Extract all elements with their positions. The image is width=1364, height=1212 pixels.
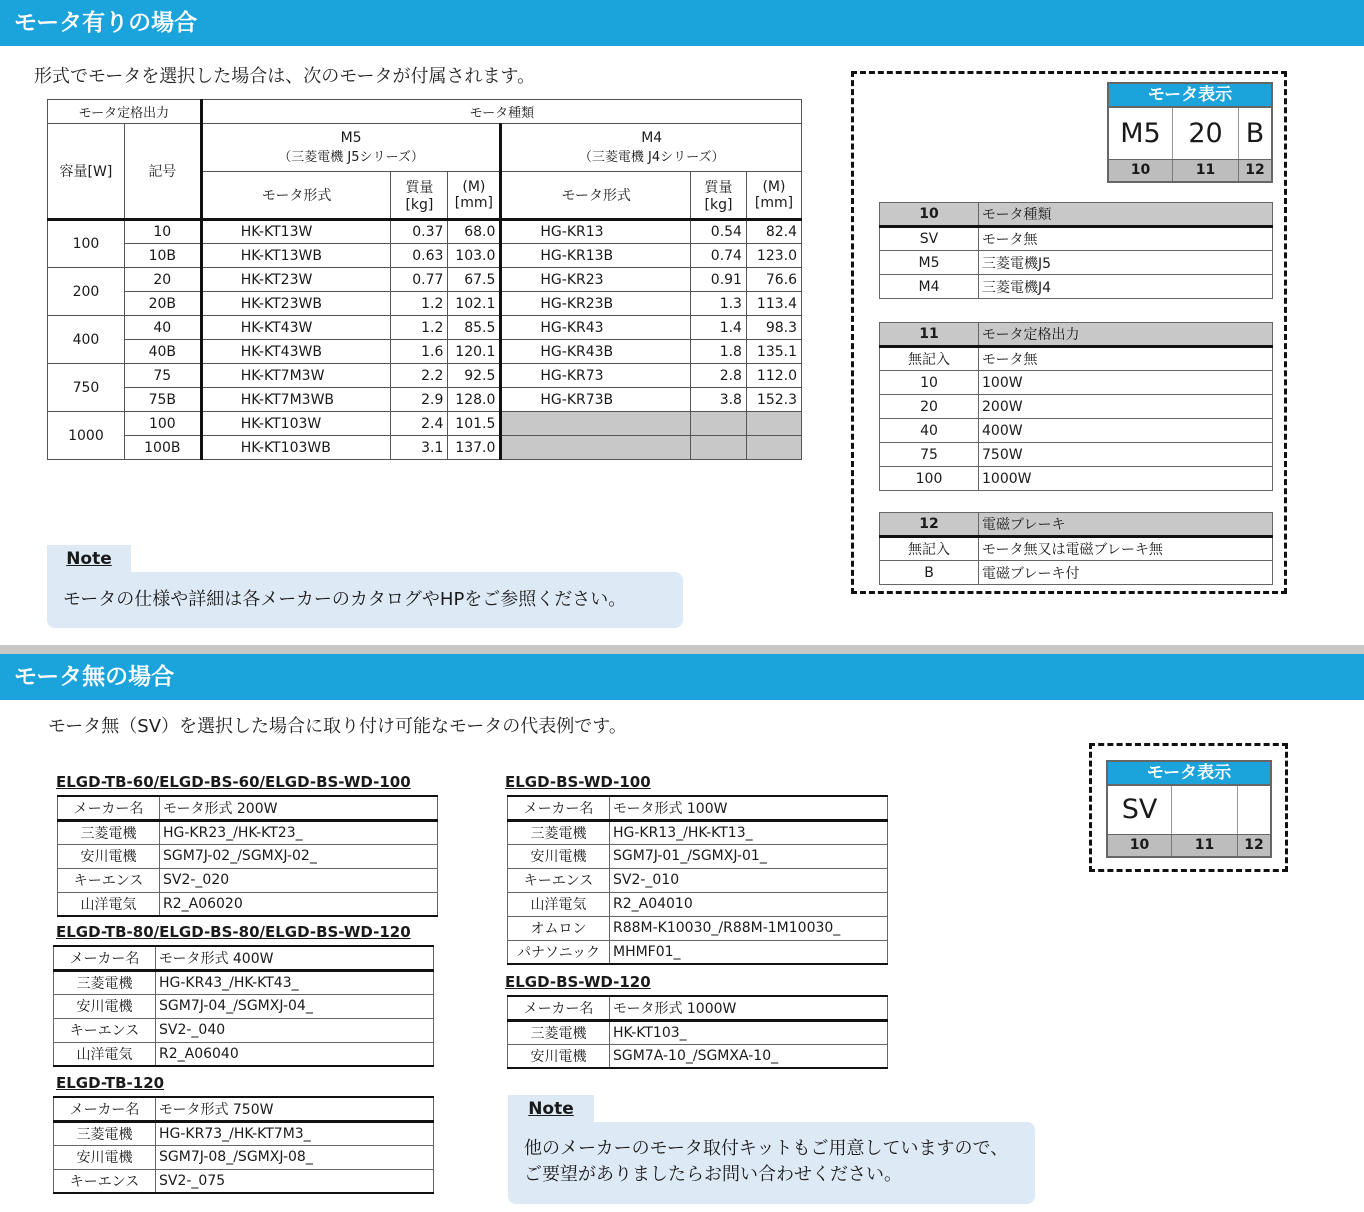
code-row xyxy=(880,467,1273,491)
motor-model-cell: R2_A06040 xyxy=(156,1042,434,1066)
code-table-header xyxy=(880,203,1273,227)
header-code: 記号 xyxy=(124,124,201,220)
header-m5-mass: 質量 [kg] xyxy=(391,172,448,220)
table-row xyxy=(508,820,888,844)
m5-m-cell: 120.1 xyxy=(448,340,501,364)
m4-mass-cell: 0.54 xyxy=(691,220,747,244)
motor-model-cell: R2_A06020 xyxy=(160,892,438,916)
note-body-2 xyxy=(508,1122,1035,1204)
header-m4-m: (M) [mm] xyxy=(746,172,801,220)
code-cell: 10B xyxy=(124,244,201,268)
sv-display-numbers xyxy=(1106,834,1272,858)
code-value: 75 xyxy=(880,443,979,467)
m5-model-cell: HK-KT23WB xyxy=(201,292,391,316)
motor-model-cell: R88M-K10030_/R88M-1M10030_ xyxy=(610,916,888,940)
code-cell: 40B xyxy=(124,340,201,364)
m5-m-cell: 101.5 xyxy=(448,412,501,436)
maker-header: メーカー名 xyxy=(58,796,160,820)
code-row xyxy=(880,347,1273,371)
motor-model-cell: HG-KR43_/HK-KT43_ xyxy=(156,970,434,994)
motor-model-cell: SV2-_020 xyxy=(160,868,438,892)
display-num-12: 12 xyxy=(1245,162,1265,178)
maker-header: メーカー名 xyxy=(508,996,610,1020)
motor-model-cell: HG-KR23_/HK-KT23_ xyxy=(160,820,438,844)
table-row xyxy=(48,388,802,412)
code-label: 三菱電機J5 xyxy=(979,251,1273,275)
maker-table-header xyxy=(508,996,888,1020)
header-m5 xyxy=(201,124,501,172)
code-table-10 xyxy=(879,202,1273,299)
code-value: M5 xyxy=(880,251,979,275)
code-value: 20 xyxy=(880,395,979,419)
note-line-2: ご要望がありましたらお問い合わせください。 xyxy=(524,1164,902,1185)
code-header-number: 11 xyxy=(880,323,979,347)
m4-model-cell xyxy=(501,436,691,460)
maker-table xyxy=(507,795,888,965)
m5-mass-cell: 3.1 xyxy=(391,436,448,460)
motor-model-cell: SGM7A-10_/SGMXA-10_ xyxy=(610,1044,888,1068)
intro-text-with-motor: 形式でモータを選択した場合は、次のモータが付属されます。 xyxy=(34,66,536,87)
code-value: 40 xyxy=(880,419,979,443)
m4-model-cell: HG-KR23B xyxy=(501,292,691,316)
header-rated-output: モータ定格出力 xyxy=(48,100,202,124)
maker-name-cell: 山洋電気 xyxy=(508,892,610,916)
capacity-cell: 100 xyxy=(48,220,125,268)
capacity-cell: 750 xyxy=(48,364,125,412)
table-row xyxy=(54,1042,434,1066)
code-label: 100W xyxy=(979,371,1273,395)
code-cell: 75B xyxy=(124,388,201,412)
sv-display-title: モータ表示 xyxy=(1106,760,1272,786)
code-cell: 20B xyxy=(124,292,201,316)
m5-mass-cell: 0.77 xyxy=(391,268,448,292)
code-row xyxy=(880,443,1273,467)
m5-model-cell: HK-KT7M3WB xyxy=(201,388,391,412)
m4-mass-cell: 2.8 xyxy=(691,364,747,388)
m4-model-cell: HG-KR13 xyxy=(501,220,691,244)
table-row xyxy=(54,1121,434,1145)
motor-model-cell: SV2-_010 xyxy=(610,868,888,892)
maker-table-header xyxy=(54,1097,434,1121)
maker-table-header xyxy=(58,796,438,820)
maker-table xyxy=(57,795,438,917)
maker-header: メーカー名 xyxy=(54,946,156,970)
table-row xyxy=(48,316,802,340)
code-label: 750W xyxy=(979,443,1273,467)
m4-m-cell: 135.1 xyxy=(746,340,801,364)
code-label: モータ無又は電磁ブレーキ無 xyxy=(979,537,1273,561)
table-row xyxy=(48,412,802,436)
model-header: モータ形式 100W xyxy=(610,796,888,820)
m4-model-cell: HG-KR13B xyxy=(501,244,691,268)
capacity-cell: 1000 xyxy=(48,412,125,460)
table-row xyxy=(54,1169,434,1193)
note-body: モータの仕様や詳細は各メーカーのカタログやHPをご参照ください。 xyxy=(47,572,683,628)
m5-mass-cell: 0.63 xyxy=(391,244,448,268)
section-header-without-motor: モータ無の場合 xyxy=(0,654,1364,700)
sv-display-cells xyxy=(1106,786,1272,834)
maker-name-cell: 三菱電機 xyxy=(54,1121,156,1145)
maker-table xyxy=(53,945,434,1067)
motor-display-cells xyxy=(1107,108,1273,159)
section-header-with-motor: モータ有りの場合 xyxy=(0,0,1364,46)
table-row xyxy=(54,994,434,1018)
m5-mass-cell: 0.37 xyxy=(391,220,448,244)
code-header-label: モータ定格出力 xyxy=(979,323,1273,347)
capacity-cell: 200 xyxy=(48,268,125,316)
code-label: 400W xyxy=(979,419,1273,443)
sv-display-diagram xyxy=(1106,760,1272,858)
capacity-cell: 400 xyxy=(48,316,125,364)
maker-header: メーカー名 xyxy=(508,796,610,820)
m4-m-cell: 152.3 xyxy=(746,388,801,412)
m5-m-cell: 137.0 xyxy=(448,436,501,460)
maker-name-cell: 安川電機 xyxy=(508,1044,610,1068)
m4-m-cell: 113.4 xyxy=(746,292,801,316)
maker-table xyxy=(507,995,888,1069)
header-m4-model: モータ形式 xyxy=(501,172,691,220)
motor-model-cell: SGM7J-08_/SGMXJ-08_ xyxy=(156,1145,434,1169)
m4-model-cell: HG-KR43 xyxy=(501,316,691,340)
m5-mass-cell: 1.6 xyxy=(391,340,448,364)
m5-model-cell: HK-KT43WB xyxy=(201,340,391,364)
intro-text-without-motor: モータ無（SV）を選択した場合に取り付け可能なモータの代表例です。 xyxy=(48,716,627,737)
m5-model-cell: HK-KT103W xyxy=(201,412,391,436)
motor-model-cell: SV2-_075 xyxy=(156,1169,434,1193)
m4-mass-cell: 0.74 xyxy=(691,244,747,268)
table-row xyxy=(54,1145,434,1169)
maker-name-cell: オムロン xyxy=(508,916,610,940)
motor-model-cell: MHMF01_ xyxy=(610,940,888,964)
table-row xyxy=(48,244,802,268)
header-motor-type: モータ種類 xyxy=(201,100,801,124)
header-m4-mass: 質量 [kg] xyxy=(691,172,747,220)
model-header: モータ形式 400W xyxy=(156,946,434,970)
code-value: B xyxy=(880,561,979,585)
maker-name-cell: 三菱電機 xyxy=(54,970,156,994)
m5-name: M5 xyxy=(340,130,362,146)
m5-m-cell: 103.0 xyxy=(448,244,501,268)
motor-display-title: モータ表示 xyxy=(1107,82,1273,108)
m5-m-cell: 102.1 xyxy=(448,292,501,316)
code-table-header xyxy=(880,323,1273,347)
motor-model-cell: HG-KR73_/HK-KT7M3_ xyxy=(156,1121,434,1145)
motor-spec-table xyxy=(47,99,802,460)
maker-name-cell: 三菱電機 xyxy=(58,820,160,844)
motor-model-cell: SV2-_040 xyxy=(156,1018,434,1042)
note-tab: Note xyxy=(47,545,131,573)
table-row xyxy=(48,292,802,316)
code-value: 無記入 xyxy=(880,537,979,561)
sv-display-cell-11 xyxy=(1172,786,1238,834)
code-value: SV xyxy=(880,227,979,251)
m4-mass-cell xyxy=(691,436,747,460)
motor-model-cell: R2_A04010 xyxy=(610,892,888,916)
m5-model-cell: HK-KT23W xyxy=(201,268,391,292)
maker-name-cell: 山洋電気 xyxy=(58,892,160,916)
maker-table xyxy=(53,1096,434,1194)
maker-name-cell: 三菱電機 xyxy=(508,820,610,844)
code-row xyxy=(880,419,1273,443)
m5-mass-cell: 2.4 xyxy=(391,412,448,436)
header-m5-model: モータ形式 xyxy=(201,172,391,220)
m4-mass-cell: 1.8 xyxy=(691,340,747,364)
code-row xyxy=(880,251,1273,275)
code-cell: 20 xyxy=(124,268,201,292)
m4-name: M4 xyxy=(641,130,663,146)
maker-name-cell: パナソニック xyxy=(508,940,610,964)
motor-display-diagram xyxy=(1107,82,1273,183)
table-row xyxy=(508,1020,888,1044)
code-value: M4 xyxy=(880,275,979,299)
sv-display-num-10: 10 xyxy=(1108,835,1172,856)
maker-name-cell: キーエンス xyxy=(54,1169,156,1193)
m4-model-cell: HG-KR73 xyxy=(501,364,691,388)
display-num-10: 10 xyxy=(1109,160,1173,181)
maker-table-header xyxy=(508,796,888,820)
maker-table-title: ELGD-TB-60/ELGD-BS-60/ELGD-BS-WD-100 xyxy=(56,773,411,791)
motor-code-box xyxy=(851,71,1287,594)
code-row xyxy=(880,371,1273,395)
m4-m-cell: 82.4 xyxy=(746,220,801,244)
m4-subtitle: （三菱電機 J4シリーズ） xyxy=(578,150,725,165)
note-tab-2: Note xyxy=(508,1095,594,1123)
motor-model-cell: SGM7J-01_/SGMXJ-01_ xyxy=(610,844,888,868)
m5-m-cell: 85.5 xyxy=(448,316,501,340)
code-value: 100 xyxy=(880,467,979,491)
code-table-12 xyxy=(879,512,1273,585)
table-row xyxy=(48,220,802,244)
table-row xyxy=(48,364,802,388)
code-cell: 40 xyxy=(124,316,201,340)
header-m4 xyxy=(501,124,802,172)
m4-mass-cell: 1.4 xyxy=(691,316,747,340)
code-header-number: 12 xyxy=(880,513,979,537)
sv-display-num-11: 11 xyxy=(1172,835,1238,856)
code-label: 1000W xyxy=(979,467,1273,491)
display-cell-11: 20 xyxy=(1173,108,1239,159)
table-row xyxy=(54,970,434,994)
m5-subtitle: （三菱電機 J5シリーズ） xyxy=(278,150,424,165)
maker-table-title: ELGD-BS-WD-100 xyxy=(505,773,651,791)
motor-model-cell: HK-KT103_ xyxy=(610,1020,888,1044)
sv-display-num-12: 12 xyxy=(1244,837,1264,853)
m4-model-cell xyxy=(501,412,691,436)
m5-mass-cell: 2.2 xyxy=(391,364,448,388)
maker-name-cell: キーエンス xyxy=(58,868,160,892)
table-row xyxy=(48,340,802,364)
table-row xyxy=(58,892,438,916)
maker-table-header xyxy=(54,946,434,970)
code-label: 電磁ブレーキ付 xyxy=(979,561,1273,585)
m4-mass-cell: 1.3 xyxy=(691,292,747,316)
code-row xyxy=(880,227,1273,251)
m4-m-cell xyxy=(746,412,801,436)
model-header: モータ形式 200W xyxy=(160,796,438,820)
display-cell-12: B xyxy=(1245,118,1265,149)
code-header-number: 10 xyxy=(880,203,979,227)
table-row xyxy=(508,868,888,892)
m5-m-cell: 68.0 xyxy=(448,220,501,244)
code-value: 無記入 xyxy=(880,347,979,371)
m5-model-cell: HK-KT103WB xyxy=(201,436,391,460)
maker-header: メーカー名 xyxy=(54,1097,156,1121)
m5-m-cell: 67.5 xyxy=(448,268,501,292)
code-cell: 75 xyxy=(124,364,201,388)
table-row xyxy=(58,844,438,868)
table-row xyxy=(48,268,802,292)
table-row xyxy=(58,820,438,844)
m5-model-cell: HK-KT43W xyxy=(201,316,391,340)
code-label: モータ無 xyxy=(979,347,1273,371)
table-row xyxy=(58,868,438,892)
model-header: モータ形式 750W xyxy=(156,1097,434,1121)
maker-name-cell: 山洋電気 xyxy=(54,1042,156,1066)
code-row xyxy=(880,537,1273,561)
table-row xyxy=(508,1044,888,1068)
maker-name-cell: キーエンス xyxy=(508,868,610,892)
m4-m-cell: 98.3 xyxy=(746,316,801,340)
m4-m-cell xyxy=(746,436,801,460)
code-header-label: モータ種類 xyxy=(979,203,1273,227)
m5-model-cell: HK-KT13WB xyxy=(201,244,391,268)
maker-name-cell: 安川電機 xyxy=(54,994,156,1018)
m4-mass-cell: 0.91 xyxy=(691,268,747,292)
motor-model-cell: HG-KR13_/HK-KT13_ xyxy=(610,820,888,844)
display-num-11: 11 xyxy=(1173,160,1239,181)
m5-m-cell: 128.0 xyxy=(448,388,501,412)
motor-model-cell: SGM7J-04_/SGMXJ-04_ xyxy=(156,994,434,1018)
m5-mass-cell: 2.9 xyxy=(391,388,448,412)
table-row xyxy=(508,844,888,868)
maker-name-cell: 安川電機 xyxy=(54,1145,156,1169)
table-row xyxy=(508,892,888,916)
code-cell: 100 xyxy=(124,412,201,436)
sv-code-box xyxy=(1089,743,1288,872)
note-line-1: 他のメーカーのモータ取付キットもご用意していますので、 xyxy=(524,1138,1009,1159)
m4-m-cell: 76.6 xyxy=(746,268,801,292)
maker-name-cell: 安川電機 xyxy=(508,844,610,868)
code-label: 三菱電機J4 xyxy=(979,275,1273,299)
maker-table-title: ELGD-BS-WD-120 xyxy=(505,973,651,991)
m4-m-cell: 123.0 xyxy=(746,244,801,268)
m4-m-cell: 112.0 xyxy=(746,364,801,388)
maker-table-title: ELGD-TB-120 xyxy=(56,1074,165,1092)
table-row xyxy=(48,436,802,460)
code-cell: 10 xyxy=(124,220,201,244)
header-capacity: 容量[W] xyxy=(48,124,125,220)
code-label: モータ無 xyxy=(979,227,1273,251)
m4-model-cell: HG-KR43B xyxy=(501,340,691,364)
m5-m-cell: 92.5 xyxy=(448,364,501,388)
code-table-11 xyxy=(879,322,1273,491)
m4-model-cell: HG-KR23 xyxy=(501,268,691,292)
sv-display-cell-10: SV xyxy=(1108,786,1172,834)
model-header: モータ形式 1000W xyxy=(610,996,888,1020)
table-row xyxy=(508,940,888,964)
code-row xyxy=(880,395,1273,419)
maker-table-title: ELGD-TB-80/ELGD-BS-80/ELGD-BS-WD-120 xyxy=(56,923,411,941)
table-row xyxy=(508,916,888,940)
display-cell-10: M5 xyxy=(1109,108,1173,159)
code-row xyxy=(880,275,1273,299)
m5-model-cell: HK-KT13W xyxy=(201,220,391,244)
header-m5-m: (M) [mm] xyxy=(448,172,501,220)
code-header-label: 電磁ブレーキ xyxy=(979,513,1273,537)
code-label: 200W xyxy=(979,395,1273,419)
maker-name-cell: 安川電機 xyxy=(58,844,160,868)
m4-mass-cell: 3.8 xyxy=(691,388,747,412)
motor-model-cell: SGM7J-02_/SGMXJ-02_ xyxy=(160,844,438,868)
m4-mass-cell xyxy=(691,412,747,436)
maker-name-cell: キーエンス xyxy=(54,1018,156,1042)
code-cell: 100B xyxy=(124,436,201,460)
table-row xyxy=(54,1018,434,1042)
code-row xyxy=(880,561,1273,585)
code-table-header xyxy=(880,513,1273,537)
motor-display-numbers xyxy=(1107,159,1273,183)
m5-model-cell: HK-KT7M3W xyxy=(201,364,391,388)
sv-display-cell-12 xyxy=(1238,786,1270,834)
m5-mass-cell: 1.2 xyxy=(391,292,448,316)
m5-mass-cell: 1.2 xyxy=(391,316,448,340)
maker-name-cell: 三菱電機 xyxy=(508,1020,610,1044)
m4-model-cell: HG-KR73B xyxy=(501,388,691,412)
code-value: 10 xyxy=(880,371,979,395)
